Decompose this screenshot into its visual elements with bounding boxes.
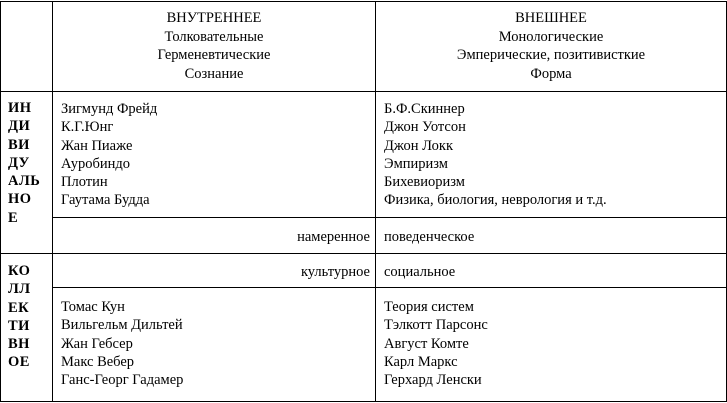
table-left-border	[0, 1, 1, 402]
list-item: Ганс-Георг Гадамер	[61, 372, 184, 389]
list-item: Джон Уотсон	[384, 119, 466, 136]
header-inner-line-2: Герменевтические	[157, 47, 271, 63]
list-item: Гаутама Будда	[61, 192, 150, 209]
quadrant-label-behavioral: поведенческое	[384, 229, 475, 245]
header-outer	[376, 9, 726, 83]
list-item: Бихевиоризм	[384, 174, 465, 191]
list-item: К.Г.Юнг	[61, 119, 114, 136]
collective-inner-list	[61, 298, 183, 389]
individual-collective-divider	[0, 253, 727, 254]
list-item: Физика, биология, неврология и т.д.	[384, 192, 607, 209]
table-top-border	[0, 1, 727, 2]
list-item: Б.Ф.Скиннер	[384, 101, 465, 117]
individual-outer-list	[384, 100, 607, 210]
list-item: Тэлкотт Парсонс	[384, 317, 488, 334]
list-item: Жан Гебсер	[61, 335, 133, 352]
individual-inner-list	[61, 100, 157, 210]
list-item: Теория систем	[384, 299, 474, 315]
list-item: Вильгельм Дильтей	[61, 317, 183, 334]
list-item: Зигмунд Фрейд	[61, 101, 158, 117]
quadrant-label-intentional: намеренное	[297, 229, 370, 245]
header-inner-line-1: Толковательные	[164, 28, 264, 45]
list-item: Томас Кун	[61, 299, 125, 315]
header-outer-line-3: Форма	[530, 65, 572, 82]
list-item: Жан Пиаже	[61, 137, 133, 154]
list-item: Герхард Ленски	[384, 372, 482, 389]
quadrant-label-cultural: культурное	[300, 264, 370, 280]
list-item: Плотин	[61, 174, 108, 191]
side-label-individual: ИН ДИ ВИ ДУ АЛЬ НО Е	[8, 100, 41, 226]
header-inner-title: ВНУТРЕННЕЕ	[166, 10, 262, 26]
individual-quadrant-divider	[52, 217, 727, 218]
side-label-collective: КО ЛЛ ЕК ТИ ВН ОЕ	[8, 263, 31, 371]
quadrant-label-social: социальное	[384, 264, 456, 280]
list-item: Джон Локк	[384, 137, 453, 154]
list-item: Макс Вебер	[61, 353, 135, 370]
list-item: Эмпиризм	[384, 155, 448, 172]
header-outer-line-2: Эмперические, позитивисткие	[456, 47, 646, 63]
list-item: Август Комте	[384, 335, 469, 352]
collective-outer-list	[384, 298, 488, 389]
header-outer-line-1: Монологические	[498, 28, 604, 45]
collective-quadrant-divider	[52, 287, 727, 288]
list-item: Ауробиндо	[61, 155, 131, 172]
header-inner	[53, 9, 375, 83]
list-item: Карл Маркс	[384, 353, 458, 370]
header-inner-line-3: Сознание	[184, 65, 244, 82]
table-bottom-border	[0, 401, 727, 402]
header-bottom-border	[0, 91, 727, 92]
header-outer-title: ВНЕШНЕЕ	[515, 10, 587, 26]
